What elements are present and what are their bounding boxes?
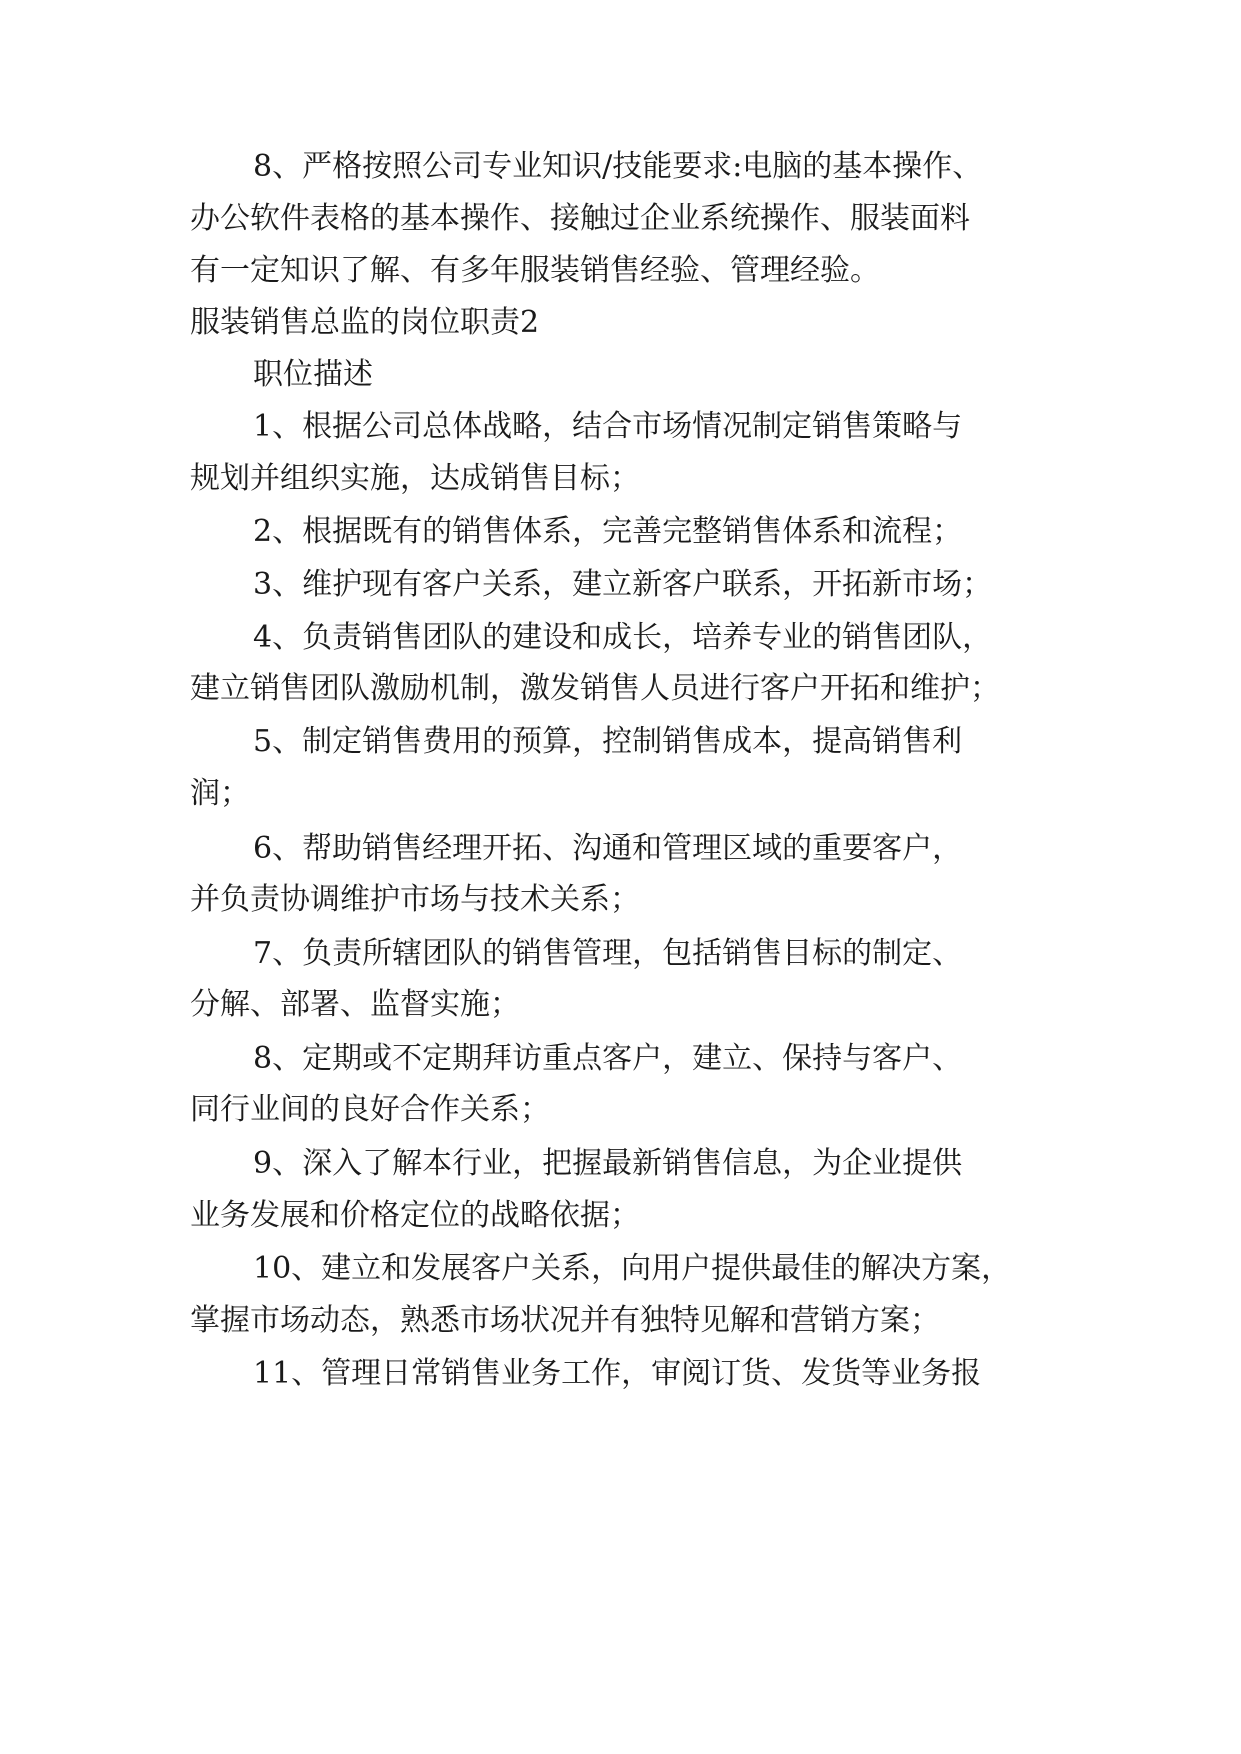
paragraph-line: 同行业间的良好合作关系； <box>190 1092 550 1127</box>
paragraph-line: 建立销售团队激励机制，激发销售人员进行客户开拓和维护； <box>190 671 1000 706</box>
paragraph-line: 10、建立和发展客户关系，向用户提供最佳的解决方案， <box>253 1251 1012 1286</box>
paragraph-line: 规划并组织实施，达成销售目标； <box>190 461 640 496</box>
paragraph-line: 分解、部署、监督实施； <box>190 987 520 1022</box>
paragraph-line: 9、深入了解本行业，把握最新销售信息，为企业提供 <box>253 1146 963 1181</box>
paragraph-line: 5、制定销售费用的预算，控制销售成本，提高销售利 <box>253 724 963 759</box>
paragraph-line: 润； <box>190 776 250 811</box>
paragraph-line: 7、负责所辖团队的销售管理，包括销售目标的制定、 <box>253 936 963 971</box>
paragraph-line: 2、根据既有的销售体系，完善完整销售体系和流程； <box>253 514 963 549</box>
paragraph-line: 1、根据公司总体战略，结合市场情况制定销售策略与 <box>253 409 963 444</box>
paragraph-line: 掌握市场动态，熟悉市场状况并有独特见解和营销方案； <box>190 1303 940 1338</box>
paragraph-line: 8、定期或不定期拜访重点客户，建立、保持与客户、 <box>253 1041 963 1076</box>
paragraph-line: 并负责协调维护市场与技术关系； <box>190 882 640 917</box>
paragraph-line: 11、管理日常销售业务工作，审阅订货、发货等业务报 <box>253 1356 982 1391</box>
paragraph-line: 3、维护现有客户关系，建立新客户联系，开拓新市场； <box>253 567 993 602</box>
paragraph-line: 有一定知识了解、有多年服装销售经验、管理经验。 <box>190 253 880 288</box>
paragraph-line: 6、帮助销售经理开拓、沟通和管理区域的重要客户， <box>253 831 963 866</box>
subsection-heading: 职位描述 <box>253 357 373 392</box>
paragraph-line: 4、负责销售团队的建设和成长，培养专业的销售团队， <box>253 620 993 655</box>
paragraph-line: 业务发展和价格定位的战略依据； <box>190 1198 640 1233</box>
section-heading: 服装销售总监的岗位职责2 <box>190 305 540 340</box>
paragraph-line: 8、严格按照公司专业知识/技能要求:电脑的基本操作、 <box>253 149 983 184</box>
paragraph-line: 办公软件表格的基本操作、接触过企业系统操作、服装面料 <box>190 201 970 236</box>
